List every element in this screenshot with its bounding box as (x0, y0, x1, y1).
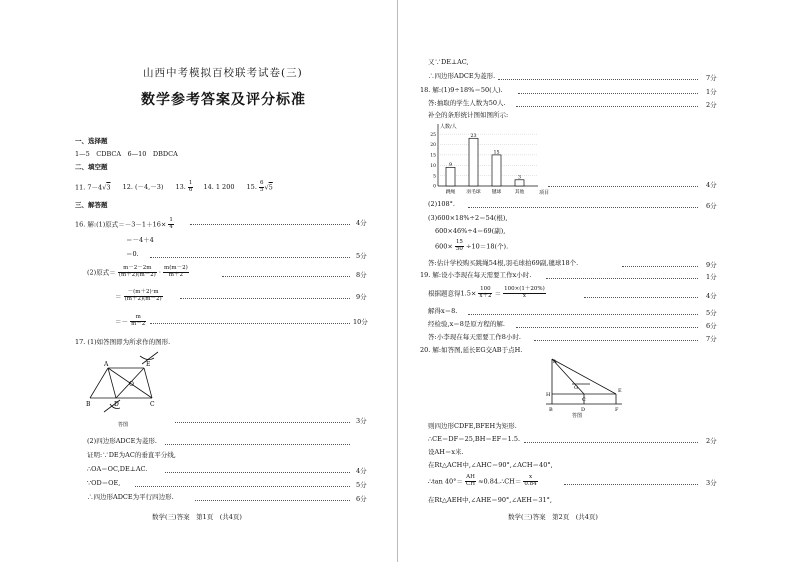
dot-leader (518, 93, 698, 94)
dot-leader (165, 472, 350, 473)
score: 6分 (706, 202, 717, 210)
score: 10分 (353, 318, 368, 326)
q18-line6: 600×46%÷4＝69(副), (435, 227, 506, 235)
label-f: F (615, 407, 619, 413)
y-tick-label: 15 (430, 153, 436, 159)
page-footer: 数学(三)答案 第1页 (共4页) (152, 513, 242, 521)
dot-leader (546, 278, 698, 279)
score: 5分 (356, 481, 367, 489)
x-tick-label: 其他 (514, 190, 525, 195)
answer-13: 13. (175, 183, 186, 192)
data-label: 23 (470, 133, 477, 139)
score: 6分 (356, 495, 367, 503)
page-footer: 数学(三)答案 第2页 (共4页) (508, 513, 598, 521)
data-label: 3 (517, 175, 522, 181)
score: 6分 (706, 322, 717, 330)
q19-line3: 解得x＝8. (428, 307, 458, 315)
q16-line5: ＝ $\frac{-(m+2)\cdot m}{(m+2)(m-2)}$ (115, 289, 162, 302)
q18-line7: 600× $\frac{15}{50}$ ÷10＝18(个). (435, 239, 509, 252)
score: 2分 (706, 437, 717, 445)
label-h: H (546, 392, 551, 398)
dot-leader (468, 207, 698, 208)
x-tick-label: 羽毛球 (466, 190, 481, 195)
y-tick-label: 20 (430, 143, 436, 149)
dot-leader (622, 266, 698, 267)
score: 1分 (706, 88, 717, 96)
q20-line3: ∴CE＝DF＝25,BH＝EF＝1.5. (428, 435, 521, 443)
q17-line5: ∵OD＝OE, (87, 479, 121, 487)
answer-12: 12. (－4,－3) (122, 183, 164, 192)
q19-line4: 经检验,x＝8是原方程的解. (428, 320, 505, 328)
triangle-height-figure (538, 356, 628, 418)
answer-13-frac: $\frac{1}{6}$ (188, 180, 193, 193)
dot-leader (564, 484, 698, 485)
page-divider (397, 0, 398, 562)
sqrt-icon: √ (264, 183, 269, 192)
q17-line1: 17. (1)如答图即为所求作的图形. (75, 338, 171, 346)
answer-15-frac: $\frac{6}{5}$ (259, 180, 264, 193)
data-label: 9 (448, 162, 453, 168)
q19-line1: 19. 解:设小李现在每天需要工作x小时. (420, 271, 532, 279)
q20-line6: ∴tan 40°＝ $\frac{AH}{CH}$ ≈0.84.∴CH＝ $\frac{x}{0.84}$ (428, 474, 537, 487)
label-c: C (150, 401, 155, 408)
label-o: O (129, 381, 134, 388)
q16-line2: ＝－4＋4 (126, 236, 154, 244)
dot-leader (180, 298, 350, 299)
figure-caption: 答图 (118, 422, 129, 428)
line-ac (552, 359, 584, 394)
score: 9分 (356, 293, 367, 301)
section-choice: 一、选择题 (75, 137, 108, 145)
score: 3分 (356, 417, 367, 425)
q17-line3: 证明:∵DE为AC的垂直平分线, (87, 451, 176, 459)
x-tick-label: 跳绳 (445, 190, 456, 195)
label-b: B (86, 401, 91, 408)
q20-line1: 20. 解:如答图,延长EG交AB于点H. (420, 346, 523, 354)
q16-line6: ＝－ $\frac{m}{m-2}$ (115, 314, 146, 327)
dot-leader (516, 327, 698, 328)
score: 4分 (356, 467, 367, 475)
q18-line1: 18. 解:(1)9÷18%＝50(人). (420, 86, 503, 94)
line-ae (552, 359, 616, 394)
label-e: E (146, 361, 151, 368)
dot-leader (150, 257, 350, 258)
dot-leader (584, 297, 698, 298)
score: 7分 (706, 74, 717, 82)
q20-line2: 则四边形CDFE,BFEH为矩形. (428, 422, 517, 430)
score: 5分 (356, 252, 367, 260)
score: 1分 (706, 273, 717, 281)
x-tick-label: 毽球 (491, 190, 502, 195)
q18-line2: 答:抽取的学生人数为50人. (428, 99, 506, 107)
dot-leader (175, 422, 350, 423)
bar (492, 155, 501, 186)
y-tick-label: 5 (433, 174, 436, 180)
q18-line4: (2)108°. (428, 200, 455, 208)
score: 2分 (706, 101, 717, 109)
score: 3分 (706, 479, 717, 487)
q18-line5: (3)600×18%÷2＝54(根), (428, 214, 508, 222)
score: 4分 (356, 219, 367, 227)
label-d: D (114, 401, 119, 408)
dot-leader (468, 314, 698, 315)
section-fill: 二、填空题 (75, 163, 108, 171)
q16-line4: (2)原式＝ $\frac{m-2-2m}{(m+2)(m-2)}$ · $\frac{m(m-2)}{m+2}$ (87, 265, 188, 278)
bar (446, 167, 455, 186)
data-label: 15 (493, 150, 500, 156)
dot-leader (548, 186, 698, 187)
answer-15: 15. (246, 183, 257, 192)
q20-line7: 在Rt△AEH中,∠AHE＝90°,∠AEH＝31°, (428, 496, 552, 504)
dot-leader (150, 323, 350, 324)
label-a: A (104, 361, 109, 368)
y-axis-label: 人数/人 (440, 124, 457, 130)
r-line2: ∴四边形ADCE为菱形. (428, 72, 496, 80)
dot-leader (165, 444, 350, 445)
section-solve: 三、解答题 (75, 201, 108, 209)
bar-chart (422, 120, 552, 198)
bar (469, 138, 478, 186)
label-b: B (549, 407, 553, 413)
dot-leader (534, 340, 698, 341)
q20-line4: 设AH＝x米. (428, 448, 464, 456)
dot-leader (524, 442, 698, 443)
sqrt-icon: √ (102, 183, 107, 192)
dot-leader (135, 486, 350, 487)
q17-line2: (2)四边形ADCE为菱形. (87, 437, 157, 445)
score: 7分 (706, 335, 717, 343)
x-axis-label: 项目 (539, 190, 550, 196)
figure-caption: 答图 (572, 413, 583, 418)
score: 4分 (706, 181, 717, 189)
label-e: E (618, 388, 622, 394)
exam-title: 山西中考模拟百校联考试卷(三) (143, 67, 303, 79)
dot-leader (222, 276, 350, 277)
r-line1: 又∵DE⊥AC, (428, 58, 469, 66)
q19-line5: 答:小李现在每天需要工作8小时. (428, 333, 521, 341)
answer-14: 14. 1 200 (203, 183, 235, 192)
answer-title: 数学参考答案及评分标准 (141, 92, 306, 108)
fill-answers: 11. 7－4√3 12. (－4,－3) 13. $\frac{1}{6}$ 14. 1 200 15. $\frac{6}{5}$ √5 (75, 180, 273, 193)
bar (515, 180, 524, 186)
score: 9分 (706, 261, 717, 269)
q16-line3: ＝0. (126, 250, 139, 258)
rhombus-construction-figure (80, 350, 175, 430)
score: 4分 (706, 292, 717, 300)
q18-line8: 答:估计学校购买跳绳54根,羽毛球拍69副,毽球18个. (428, 259, 579, 267)
label-a: A (553, 359, 557, 365)
dot-leader (190, 224, 350, 225)
dot-leader (195, 500, 350, 501)
answer-11: 11. 7－4 (75, 183, 103, 192)
score: 8分 (356, 271, 367, 279)
dot-leader (516, 106, 698, 107)
q17-line4: ∴OA＝OC,DE⊥AC. (87, 465, 148, 473)
q16-line1: 16. 解:(1)原式＝－3－1＋16× $\frac{1}{4}$ (75, 217, 173, 230)
q18-line3: 补全的条形统计图如图所示: (428, 111, 509, 119)
y-tick-label: 10 (430, 163, 436, 169)
dot-leader (498, 79, 698, 80)
q17-line6: ∴四边形ADCE为平行四边形. (87, 493, 174, 501)
label-g: G (574, 385, 578, 391)
q19-line2: 根据题意得1.5× $\frac{100}{x+2}$ ＝ $\frac{100\times(1+20\%)}{x}$ (428, 286, 545, 299)
y-tick-label: 25 (430, 132, 436, 138)
label-c: C (582, 397, 586, 403)
segment-ab (90, 368, 108, 398)
label-d: D (581, 407, 586, 413)
choice-answers: 1—5 CDBCA 6—10 DBDCA (75, 150, 178, 158)
q20-line5: 在Rt△ACH中,∠AHC＝90°,∠ACH＝40°, (428, 461, 553, 469)
y-tick-label: 0 (433, 184, 436, 190)
score: 5分 (706, 309, 717, 317)
